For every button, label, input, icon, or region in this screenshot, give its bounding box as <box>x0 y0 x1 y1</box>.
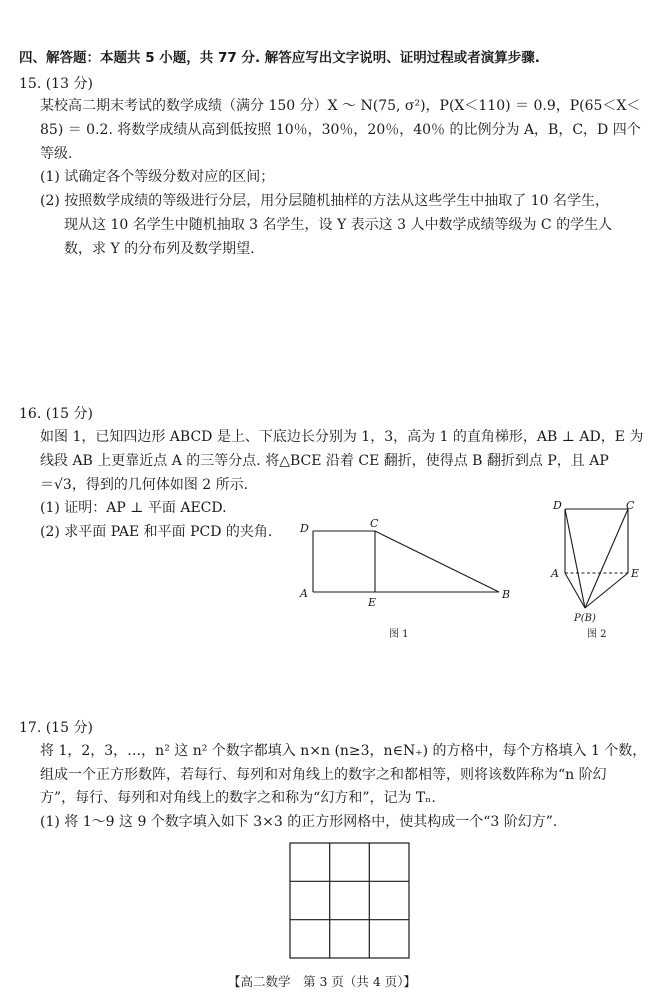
q17-part-1: (1) 将 1～9 这 9 个数字填入如下 3×3 的正方形网格中，使其构成一个“3 阶幻方”. <box>40 814 558 830</box>
q16-part-1: (1) 证明：AP ⊥ 平面 AECD. <box>40 500 227 516</box>
q17-number: 17. (15 分) <box>19 720 93 736</box>
q16-line-3: ＝√3，得到的几何体如图 2 所示. <box>40 477 249 493</box>
page-footer: 【高二数学 第 3 页（共 4 页）】 <box>228 974 417 989</box>
q15-part-2-c: 数，求 Y 的分布列及数学期望. <box>64 241 255 257</box>
fig1-label-d: D <box>300 522 309 535</box>
fig1-label-e: E <box>368 596 377 609</box>
fig1-label-c: C <box>370 517 379 530</box>
fig2-edge-cp <box>585 509 628 608</box>
q15-part-2-a: (2) 按照数学成绩的等级进行分层，用分层随机抽样的方法从这些学生中抽取了 10 名学生， <box>40 193 609 209</box>
q16-part-2: (2) 求平面 PAE 和平面 PCD 的夹角. <box>40 524 273 540</box>
grid-border <box>290 843 409 958</box>
q17-line-2: 组成一个正方形数阵，若每行、每列和对角线上的数字之和都相等，则将该数阵称为“n 阶幻 <box>40 767 607 783</box>
figure-2 <box>545 495 645 643</box>
fig2-label-d: D <box>553 499 562 512</box>
fig2-edge-dp <box>565 509 585 608</box>
q15-part-1: (1) 试确定各个等级分数对应的区间； <box>40 169 275 185</box>
fig1-caption: 图 1 <box>389 629 409 640</box>
fig1-label-a: A <box>300 587 308 600</box>
q15-part-2-b: 现从这 10 名学生中随机抽取 3 名学生，设 Y 表示这 3 人中数学成绩等级为 C 的学生人 <box>64 217 613 233</box>
fig2-label-a: A <box>551 567 559 580</box>
q15-line-3: 等级. <box>40 146 73 162</box>
fig2-caption: 图 2 <box>587 629 607 640</box>
fig1-label-b: B <box>502 588 511 601</box>
magic-square-grid <box>289 842 411 960</box>
q15-line-2: 85) ＝ 0.2. 将数学成绩从高到低按照 10％，30％，20％，40％ 的比例分为 A，B，C，D 四个 <box>40 122 641 138</box>
figure-1 <box>296 514 518 642</box>
q16-number: 16. (15 分) <box>19 406 93 422</box>
fig2-edge-ep <box>585 573 628 608</box>
q17-line-3: 方”，每行、每列和对角线上的数字之和称为“幻方和”，记为 Tₙ. <box>40 790 436 806</box>
fig2-label-e: E <box>631 567 640 580</box>
q17-line-1: 将 1，2，3，…，n² 这 n² 个数字都填入 n×n (n≥3，n∈N₊) 的方格中，每个方格填入 1 个数， <box>40 743 647 759</box>
fig1-edge-cb <box>375 531 499 592</box>
q15-line-1: 某校高二期末考试的数学成绩（满分 150 分）X ～ N(75, σ²)，P(X＜110) ＝ 0.9，P(65＜X＜ <box>40 98 641 114</box>
q16-line-2: 线段 AB 上更靠近点 A 的三等分点. 将△BCE 沿着 CE 翻折，使得点 B 翻折到点 P，且 AP <box>40 453 609 469</box>
q16-line-1: 如图 1，已知四边形 ABCD 是上、下底边长分别为 1，3，高为 1 的直角梯形，AB ⊥ AD，E 为 <box>40 429 644 445</box>
fig2-label-c: C <box>626 499 635 512</box>
fig2-label-p: P(B) <box>574 613 596 624</box>
q15-number: 15. (13 分) <box>19 76 93 92</box>
section-header: 四、解答题：本题共 5 小题，共 77 分. 解答应写出文字说明、证明过程或者演算步骤. <box>19 50 540 66</box>
